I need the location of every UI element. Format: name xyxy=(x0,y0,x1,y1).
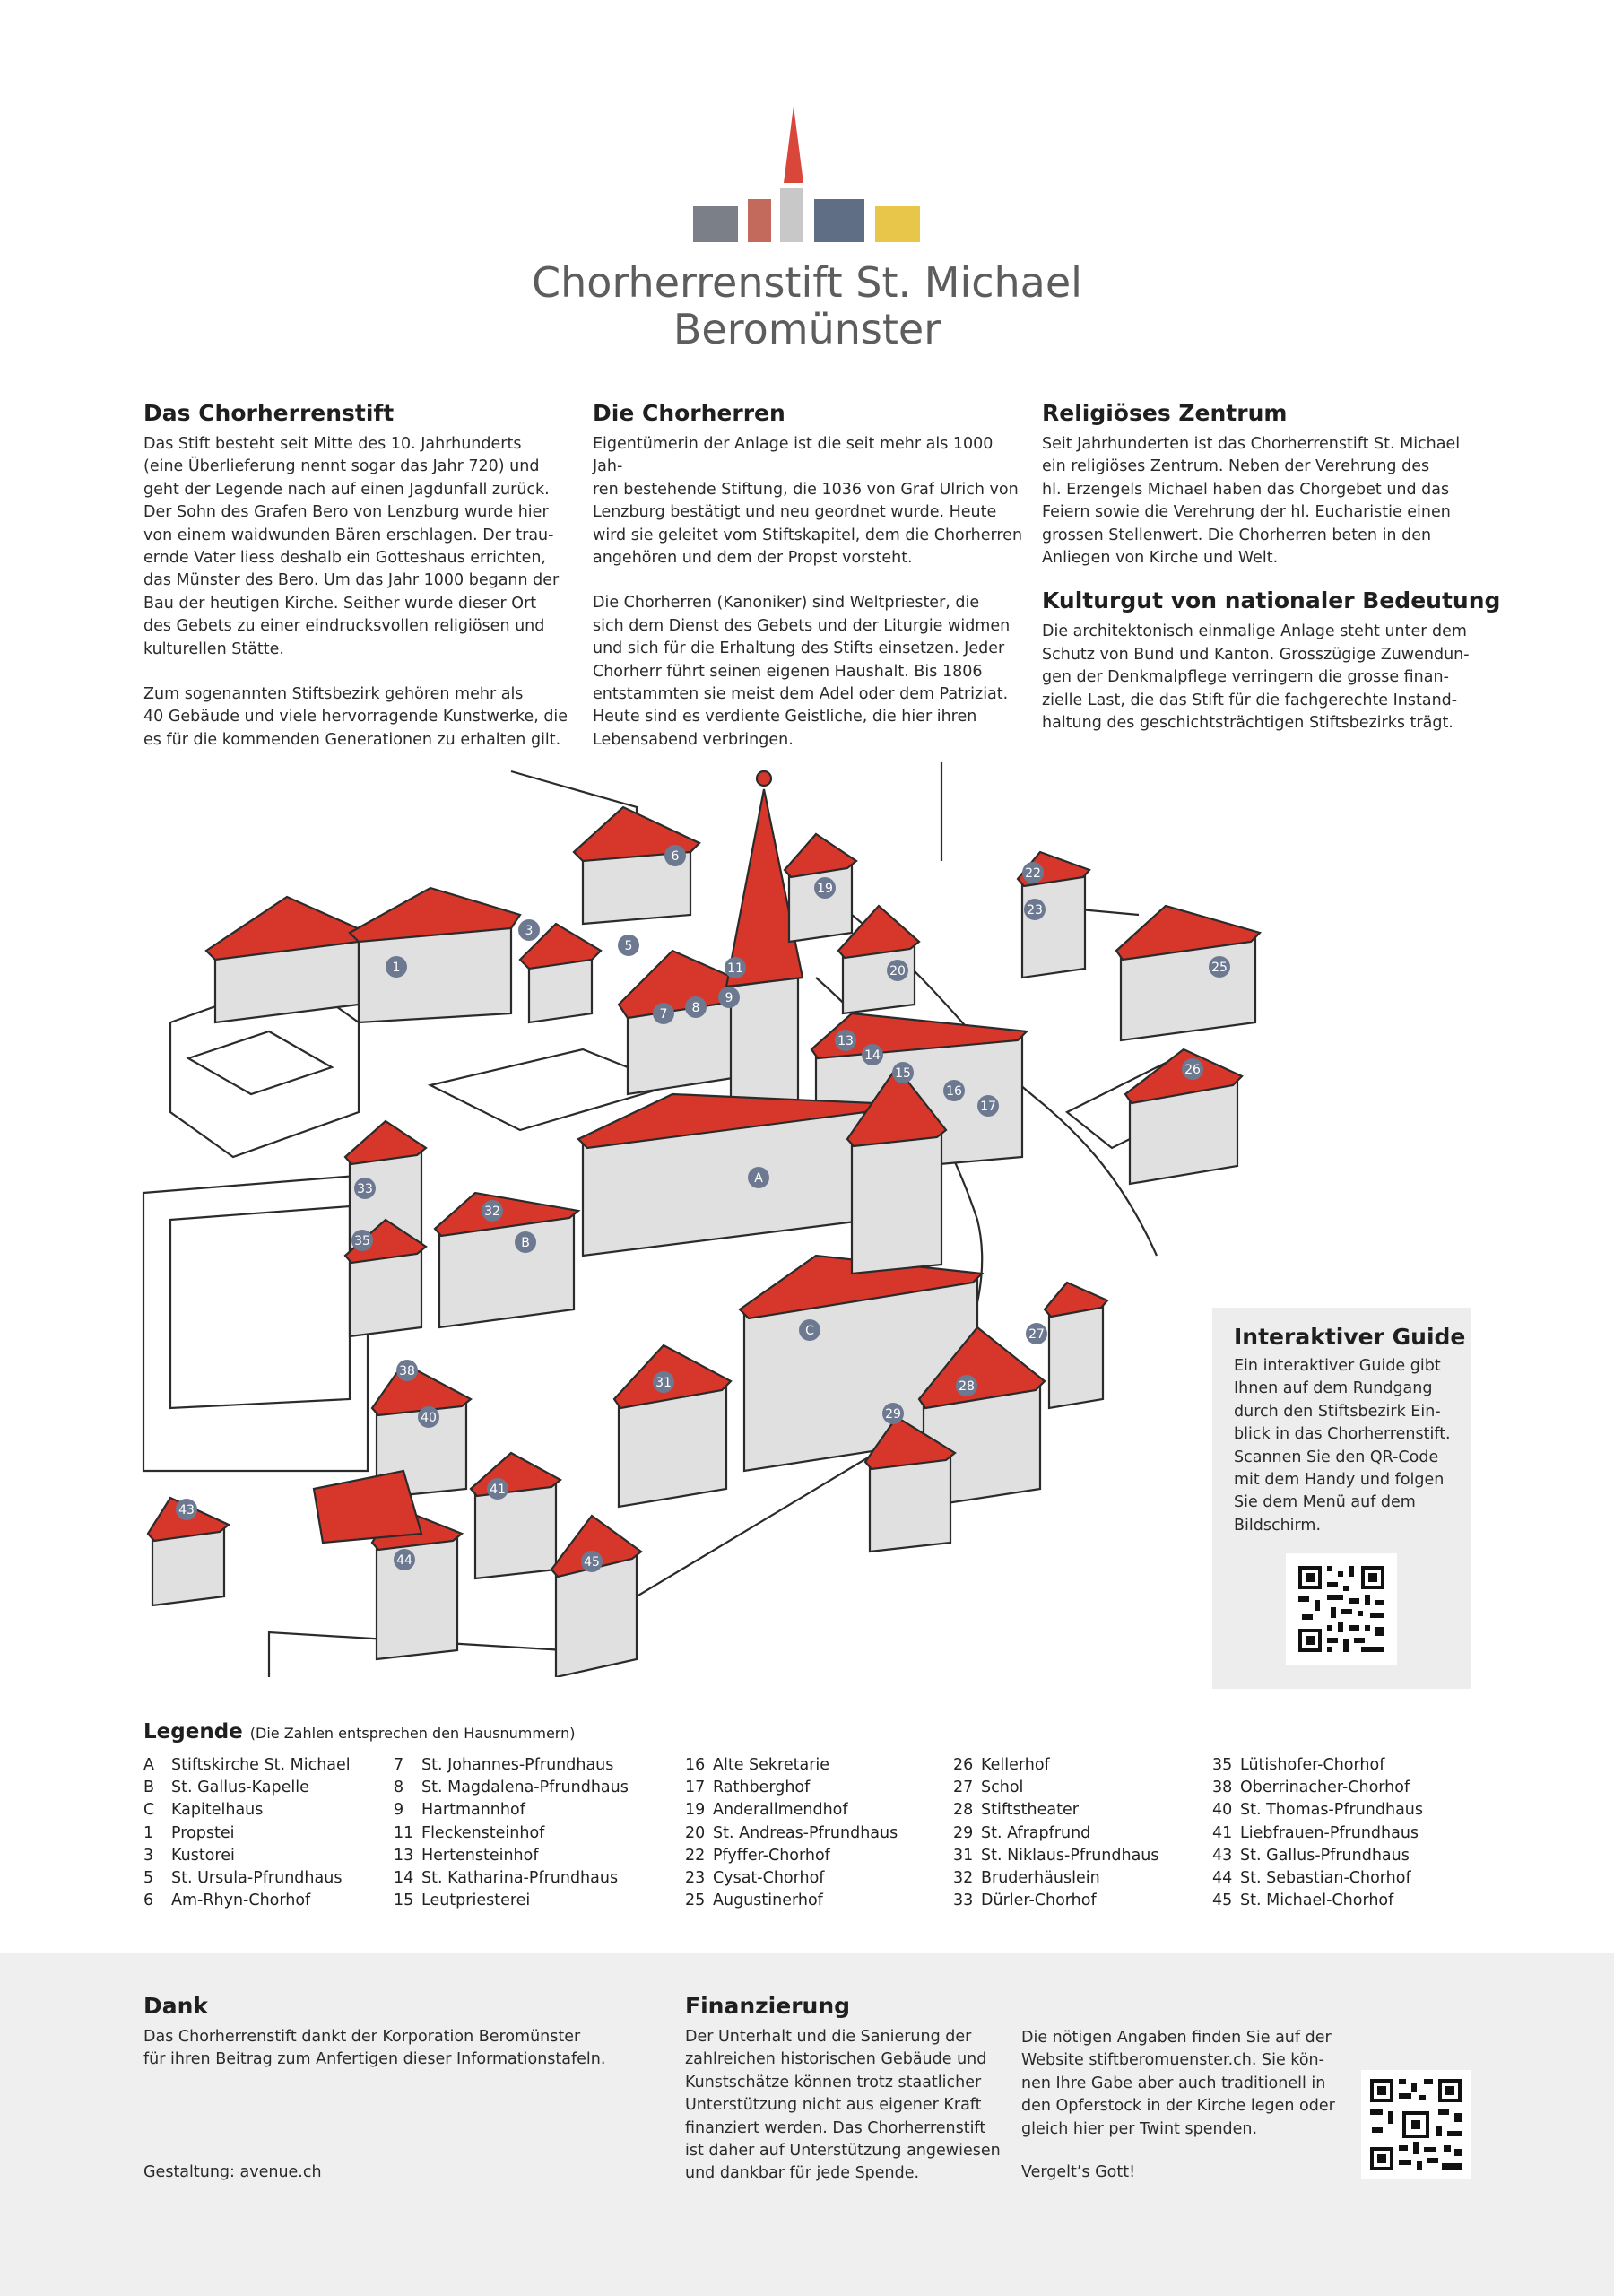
heading-chorherrenstift: Das Chorherrenstift xyxy=(143,400,395,426)
marker-A xyxy=(748,1167,769,1188)
svg-text:26: 26 xyxy=(1184,1063,1201,1077)
legend-item xyxy=(143,1754,351,1777)
legend-key: 38 xyxy=(1212,1779,1233,1797)
heading-kulturgut: Kulturgut von nationaler Bedeutung xyxy=(1042,587,1501,614)
marker-13 xyxy=(835,1030,856,1051)
legend-label: St. Gallus-Pfrundhaus xyxy=(1240,1846,1410,1865)
para-chorherrenstift-1: Das Stift besteht seit Mitte des 10. Jahrhunderts (eine Überlieferung nennt sogar das Jahr 720) und geht der Legende nach auf einen Jagdunfall zurück. Der Sohn des Grafen Bero von Lenzburg wurde hier von einem waidwunden Bären erschlagen. Der trau- ernde Vater liess deshalb ein Gotteshaus errichten, das Münster des Bero. Um das Jahr 1000 begann der Bau der heutigen Kirche. Seither wurde dieser Ort des Gebets zu einer eindrucksvollen religiösen und kulturellen Stätte. xyxy=(143,435,560,658)
legend-key: 40 xyxy=(1212,1801,1233,1820)
legend-key: 19 xyxy=(685,1801,706,1820)
legend-key: 26 xyxy=(953,1756,974,1774)
marker-40 xyxy=(418,1406,439,1428)
svg-text:20: 20 xyxy=(889,964,906,978)
legend-label: Augustinerhof xyxy=(713,1892,823,1910)
legend-item xyxy=(953,1845,1159,1867)
column-chorherren xyxy=(593,400,1023,752)
svg-text:15: 15 xyxy=(895,1066,911,1081)
svg-text:27: 27 xyxy=(1028,1327,1045,1342)
legend-label: St. Niklaus-Pfrundhaus xyxy=(981,1846,1159,1865)
legend-label: Lütishofer-Chorhof xyxy=(1240,1756,1385,1774)
legend-key: 1 xyxy=(143,1823,154,1842)
svg-text:41: 41 xyxy=(490,1483,506,1497)
legend-item xyxy=(685,1867,898,1890)
marker-38 xyxy=(396,1360,418,1381)
svg-text:25: 25 xyxy=(1211,961,1228,975)
legend-item xyxy=(1212,1822,1423,1845)
legend-item xyxy=(143,1777,351,1799)
svg-text:9: 9 xyxy=(725,991,733,1005)
legend-label: St. Katharina-Pfrundhaus xyxy=(421,1869,619,1888)
svg-text:A: A xyxy=(754,1171,763,1186)
legend-key: 33 xyxy=(953,1892,974,1910)
house-3 xyxy=(350,888,520,1022)
legend-column xyxy=(685,1754,898,1912)
marker-17 xyxy=(977,1095,999,1117)
house-44 xyxy=(314,1471,462,1659)
marker-35 xyxy=(351,1230,373,1251)
legend-item xyxy=(685,1777,898,1799)
marker-44 xyxy=(394,1549,415,1570)
legend-label: St. Sebastian-Chorhof xyxy=(1240,1869,1411,1888)
legend-key: 3 xyxy=(143,1846,154,1865)
legend-column xyxy=(1212,1754,1423,1912)
legend-item xyxy=(1212,1867,1423,1890)
house-1 xyxy=(206,897,368,1022)
marker-45 xyxy=(581,1551,603,1572)
svg-text:B: B xyxy=(521,1236,530,1250)
legend-item xyxy=(685,1754,898,1777)
svg-text:29: 29 xyxy=(885,1407,901,1422)
legend-item xyxy=(143,1867,351,1890)
legend-title xyxy=(143,1720,575,1744)
marker-7 xyxy=(653,1003,674,1024)
legend-item xyxy=(953,1822,1159,1845)
svg-text:19: 19 xyxy=(817,882,833,896)
legend-label: Anderallmendhof xyxy=(713,1801,848,1820)
legend-item xyxy=(685,1822,898,1845)
logo xyxy=(690,106,924,246)
title-line-1: Chorherrenstift St. Michael xyxy=(532,258,1082,307)
svg-text:38: 38 xyxy=(399,1364,415,1378)
legend-item xyxy=(143,1890,351,1912)
legend-label: St. Andreas-Pfrundhaus xyxy=(713,1823,898,1842)
svg-text:28: 28 xyxy=(959,1379,975,1394)
svg-text:11: 11 xyxy=(727,961,743,976)
marker-29 xyxy=(882,1403,904,1424)
marker-15 xyxy=(892,1062,914,1083)
marker-41 xyxy=(487,1478,508,1500)
legend-label: Bruderhäuslein xyxy=(981,1869,1100,1888)
legend-label: St. Michael-Chorhof xyxy=(1240,1892,1394,1910)
legend-key: 5 xyxy=(143,1869,154,1888)
legend-key: 27 xyxy=(953,1779,974,1797)
para-kulturgut: Die architektonisch einmalige Anlage steht unter dem Schutz von Bund und Kanton. Grosszügige Zuwendun- gen der Denkmalpflege verringern die grosse finan- zielle Last, die das Stift für die fachgerechte Instand- haltung des geschichtsträchtigen Stiftsbezirks trägt. xyxy=(1042,622,1470,733)
marker-32 xyxy=(482,1200,503,1222)
svg-text:32: 32 xyxy=(484,1205,500,1219)
legend-key: 29 xyxy=(953,1823,974,1842)
dank-text: Das Chorherrenstift dankt der Korporation Beromünster für ihren Beitrag zum Anfertigen dieser Informationstafeln. xyxy=(143,2028,606,2069)
legend-label: Pfyffer-Chorhof xyxy=(713,1846,830,1865)
svg-text:31: 31 xyxy=(655,1376,672,1390)
marker-C xyxy=(799,1319,820,1341)
house-41 xyxy=(471,1453,560,1578)
legend-column xyxy=(953,1754,1159,1912)
legend-key: 41 xyxy=(1212,1823,1233,1842)
legend-column xyxy=(143,1754,351,1912)
svg-text:3: 3 xyxy=(525,924,534,938)
legend-key: 17 xyxy=(685,1779,706,1797)
svg-text:16: 16 xyxy=(946,1084,962,1099)
marker-20 xyxy=(887,960,908,981)
house-31 xyxy=(614,1345,731,1507)
legend-key: 32 xyxy=(953,1869,974,1888)
legend-label: Leutpriesterei xyxy=(421,1892,531,1910)
interactive-guide-panel xyxy=(1212,1308,1471,1689)
marker-11 xyxy=(725,957,746,978)
svg-text:8: 8 xyxy=(691,1001,700,1015)
svg-text:13: 13 xyxy=(837,1034,854,1048)
legend-label: Alte Sekretarie xyxy=(713,1756,830,1774)
legend-heading: Legende xyxy=(143,1720,243,1744)
legend-label: Am-Rhyn-Chorhof xyxy=(171,1892,311,1910)
legend-subtitle: (Die Zahlen entsprechen den Hausnummern) xyxy=(249,1725,576,1742)
legend-item xyxy=(1212,1777,1423,1799)
legend-item xyxy=(394,1867,629,1890)
footer-dank xyxy=(143,1993,646,2072)
legend-key: 16 xyxy=(685,1756,706,1774)
svg-text:C: C xyxy=(805,1324,814,1338)
dank-heading: Dank xyxy=(143,1993,209,2019)
marker-28 xyxy=(956,1375,977,1396)
svg-text:22: 22 xyxy=(1025,866,1041,881)
house-25 xyxy=(1116,906,1260,1040)
marker-1 xyxy=(386,956,407,978)
legend-item xyxy=(394,1777,629,1799)
svg-text:5: 5 xyxy=(624,939,633,953)
logo-bar-4 xyxy=(814,199,864,242)
legend-item xyxy=(1212,1890,1423,1912)
marker-22 xyxy=(1022,862,1044,883)
legend-item xyxy=(953,1890,1159,1912)
legend-label: Kapitelhaus xyxy=(171,1801,264,1820)
legend-label: Schol xyxy=(981,1779,1024,1797)
marker-9 xyxy=(718,987,740,1008)
stiftsbezirk-map xyxy=(134,753,1273,1677)
svg-text:43: 43 xyxy=(178,1503,195,1518)
legend-key: 31 xyxy=(953,1846,974,1865)
qr-code-icon xyxy=(1286,1553,1397,1665)
legend-item xyxy=(394,1845,629,1867)
marker-B xyxy=(515,1231,536,1253)
legend-label: Cysat-Chorhof xyxy=(713,1869,825,1888)
marker-25 xyxy=(1209,956,1230,978)
legend-item xyxy=(143,1822,351,1845)
legend-key: 9 xyxy=(394,1801,404,1820)
legend-item xyxy=(953,1867,1159,1890)
svg-text:1: 1 xyxy=(392,961,401,975)
marker-16 xyxy=(943,1080,965,1101)
marker-31 xyxy=(653,1371,674,1393)
legend-item xyxy=(953,1754,1159,1777)
finanzierung-heading: Finanzierung xyxy=(685,1993,851,2019)
legend-key: 35 xyxy=(1212,1756,1233,1774)
legend-key: 14 xyxy=(394,1869,414,1888)
church-main-A xyxy=(578,1094,874,1256)
legend-item xyxy=(394,1799,629,1822)
svg-text:7: 7 xyxy=(659,1007,668,1022)
logo-bar-3 xyxy=(780,188,803,242)
legend-label: St. Thomas-Pfrundhaus xyxy=(1240,1801,1424,1820)
svg-text:23: 23 xyxy=(1027,903,1043,918)
heading-religioeses-zentrum: Religiöses Zentrum xyxy=(1042,400,1288,426)
marker-43 xyxy=(176,1499,197,1520)
para-religioeses-zentrum: Seit Jahrhunderten ist das Chorherrenstift St. Michael ein religiöses Zentrum. Neben der Verehrung des hl. Erzengels Michael haben das Chorgebet und das Feiern sowie die Verehrung der hl. Eucharistie einen grossen Stellenwert. Die Chorherren beten in den Anliegen von Kirche und Welt. xyxy=(1042,435,1461,568)
legend-item xyxy=(1212,1799,1423,1822)
guide-qr-code[interactable] xyxy=(1286,1553,1397,1665)
legend-key: 13 xyxy=(394,1846,414,1865)
legend-label: St. Gallus-Kapelle xyxy=(171,1779,309,1797)
footer-finanzierung xyxy=(685,1993,1026,2186)
legend-item xyxy=(685,1799,898,1822)
guide-text: Ein interaktiver Guide gibt Ihnen auf dem Rundgang durch den Stiftsbezirk Ein- blick in das Chorherrenstift. Scannen Sie den QR-Code mit dem Handy und folgen Sie dem Menü auf dem Bildschirm. xyxy=(1234,1357,1451,1535)
legend-label: Stiftskirche St. Michael xyxy=(171,1756,351,1774)
svg-text:40: 40 xyxy=(421,1411,437,1425)
marker-5 xyxy=(618,935,639,956)
legend-label: Liebfrauen-Pfrundhaus xyxy=(1240,1823,1419,1842)
twint-qr-icon xyxy=(1361,2070,1471,2179)
legend-item xyxy=(394,1822,629,1845)
house-6 xyxy=(574,807,699,924)
legend-item xyxy=(143,1845,351,1867)
legend-key: 23 xyxy=(685,1869,706,1888)
para-chorherren-1: Eigentümerin der Anlage ist die seit mehr als 1000 Jah- ren bestehende Stiftung, die 1036 von Graf Ulrich von Lenzburg bestätigt und neu geordnet wurde. Heute wird sie geleitet vom Stiftskapitel, dem die Chorherren angehören und dem der Propst vorsteht. xyxy=(593,435,1023,568)
marker-26 xyxy=(1182,1058,1203,1080)
twint-qr-code[interactable] xyxy=(1361,2070,1471,2179)
svg-text:14: 14 xyxy=(864,1048,881,1063)
footer xyxy=(0,1953,1614,2296)
logo-bar-2 xyxy=(748,199,771,242)
legend-label: St. Afrapfrund xyxy=(981,1823,1091,1842)
legend-label: St. Magdalena-Pfrundhaus xyxy=(421,1779,629,1797)
donate-text: Die nötigen Angaben finden Sie auf der Website stiftberomuenster.ch. Sie kön- nen Ihre Gabe aber auch traditionell in den Opferstock in der Kirche legen oder gleich hier per Twint spenden. xyxy=(1021,2029,1335,2138)
legend-item xyxy=(953,1777,1159,1799)
legend-key: C xyxy=(143,1801,155,1820)
legend-key: 45 xyxy=(1212,1892,1233,1910)
legend-key: 22 xyxy=(685,1846,706,1865)
para-chorherrenstift-2: Zum sogenannten Stiftsbezirk gehören mehr als 40 Gebäude und viele hervorragende Kunstwerke, die es für die kommenden Generationen zu erhalten gilt. xyxy=(143,685,568,749)
guide-heading: Interaktiver Guide xyxy=(1234,1324,1466,1350)
legend-label: Dürler-Chorhof xyxy=(981,1892,1097,1910)
legend-item xyxy=(143,1799,351,1822)
marker-27 xyxy=(1026,1323,1047,1344)
logo-bar-1 xyxy=(693,206,738,242)
legend-key: 11 xyxy=(394,1823,414,1842)
legend-column xyxy=(394,1754,629,1912)
legend-label: Oberrinacher-Chorhof xyxy=(1240,1779,1410,1797)
legend-key: 6 xyxy=(143,1892,154,1910)
house-33-35 xyxy=(345,1121,426,1336)
legend-key: 43 xyxy=(1212,1846,1233,1865)
title-line-2: Beromünster xyxy=(672,305,941,353)
legend-key: 7 xyxy=(394,1756,404,1774)
legend-label: Stiftstheater xyxy=(981,1801,1079,1820)
legend-item xyxy=(953,1799,1159,1822)
svg-text:33: 33 xyxy=(357,1182,373,1196)
legend-label: Kustorei xyxy=(171,1846,235,1865)
legend-label: Propstei xyxy=(171,1823,235,1842)
marker-23 xyxy=(1024,899,1046,920)
legend-item xyxy=(685,1845,898,1867)
marker-14 xyxy=(862,1044,883,1065)
design-credit: Gestaltung: avenue.ch xyxy=(143,2163,322,2181)
finanzierung-text: Der Unterhalt und die Sanierung der zahlreichen historischen Gebäude und Kunstschätze können trotz staatlicher Unterstützung nicht aus eigener Kraft finanziert werden. Das Chorherrenstift ist daher auf Unterstützung angewiesen und dankbar für jede Spende. xyxy=(685,2028,1001,2183)
legend-key: 20 xyxy=(685,1823,706,1842)
marker-3 xyxy=(518,919,540,941)
svg-text:35: 35 xyxy=(354,1234,370,1248)
legend-label: Hertensteinhof xyxy=(421,1846,539,1865)
legend-key: 15 xyxy=(394,1892,414,1910)
logo-spire xyxy=(784,106,803,183)
thanks-text: Vergelt’s Gott! xyxy=(1021,2163,1136,2181)
legend-key: 25 xyxy=(685,1892,706,1910)
logo-bar-5 xyxy=(875,206,920,242)
legend-item xyxy=(1212,1754,1423,1777)
column-religioeses-zentrum xyxy=(1042,400,1508,735)
svg-text:45: 45 xyxy=(584,1555,600,1570)
legend-item xyxy=(394,1890,629,1912)
legend-label: Rathberghof xyxy=(713,1779,811,1797)
legend-item xyxy=(685,1890,898,1912)
legend-label: Kellerhof xyxy=(981,1756,1050,1774)
legend-label: Hartmannhof xyxy=(421,1801,525,1820)
legend-label: St. Johannes-Pfrundhaus xyxy=(421,1756,614,1774)
legend-key: B xyxy=(143,1779,155,1797)
legend-key: 28 xyxy=(953,1801,974,1820)
legend-key: 44 xyxy=(1212,1869,1233,1888)
column-chorherrenstift xyxy=(143,400,574,752)
legend-label: Fleckensteinhof xyxy=(421,1823,545,1842)
house-45 xyxy=(551,1516,641,1677)
house-32-B xyxy=(435,1193,578,1327)
marker-8 xyxy=(685,996,707,1018)
legend-key: A xyxy=(143,1756,154,1774)
legend-label: St. Ursula-Pfrundhaus xyxy=(171,1869,343,1888)
legend-key: 8 xyxy=(394,1779,404,1797)
svg-text:44: 44 xyxy=(396,1553,412,1568)
para-chorherren-2: Die Chorherren (Kanoniker) sind Weltpriester, die sich dem Dienst des Gebets und der Liturgie widmen und sich für die Erhaltung des Stifts einsetzen. Jeder Chorherr führt seinen eigenen Haushalt. Bis 1806 entstammten sie meist dem Adel oder dem Patriziat. Heute sind es verdiente Geistliche, die hier ihren Lebensabend verbringen. xyxy=(593,594,1011,749)
svg-text:6: 6 xyxy=(671,849,680,864)
legend-item xyxy=(394,1754,629,1777)
marker-19 xyxy=(814,877,836,899)
house-27 xyxy=(1045,1283,1107,1408)
legend-item xyxy=(1212,1845,1423,1867)
marker-33 xyxy=(354,1178,376,1199)
marker-6 xyxy=(664,845,686,866)
svg-text:17: 17 xyxy=(980,1100,996,1114)
heading-chorherren: Die Chorherren xyxy=(593,400,785,426)
